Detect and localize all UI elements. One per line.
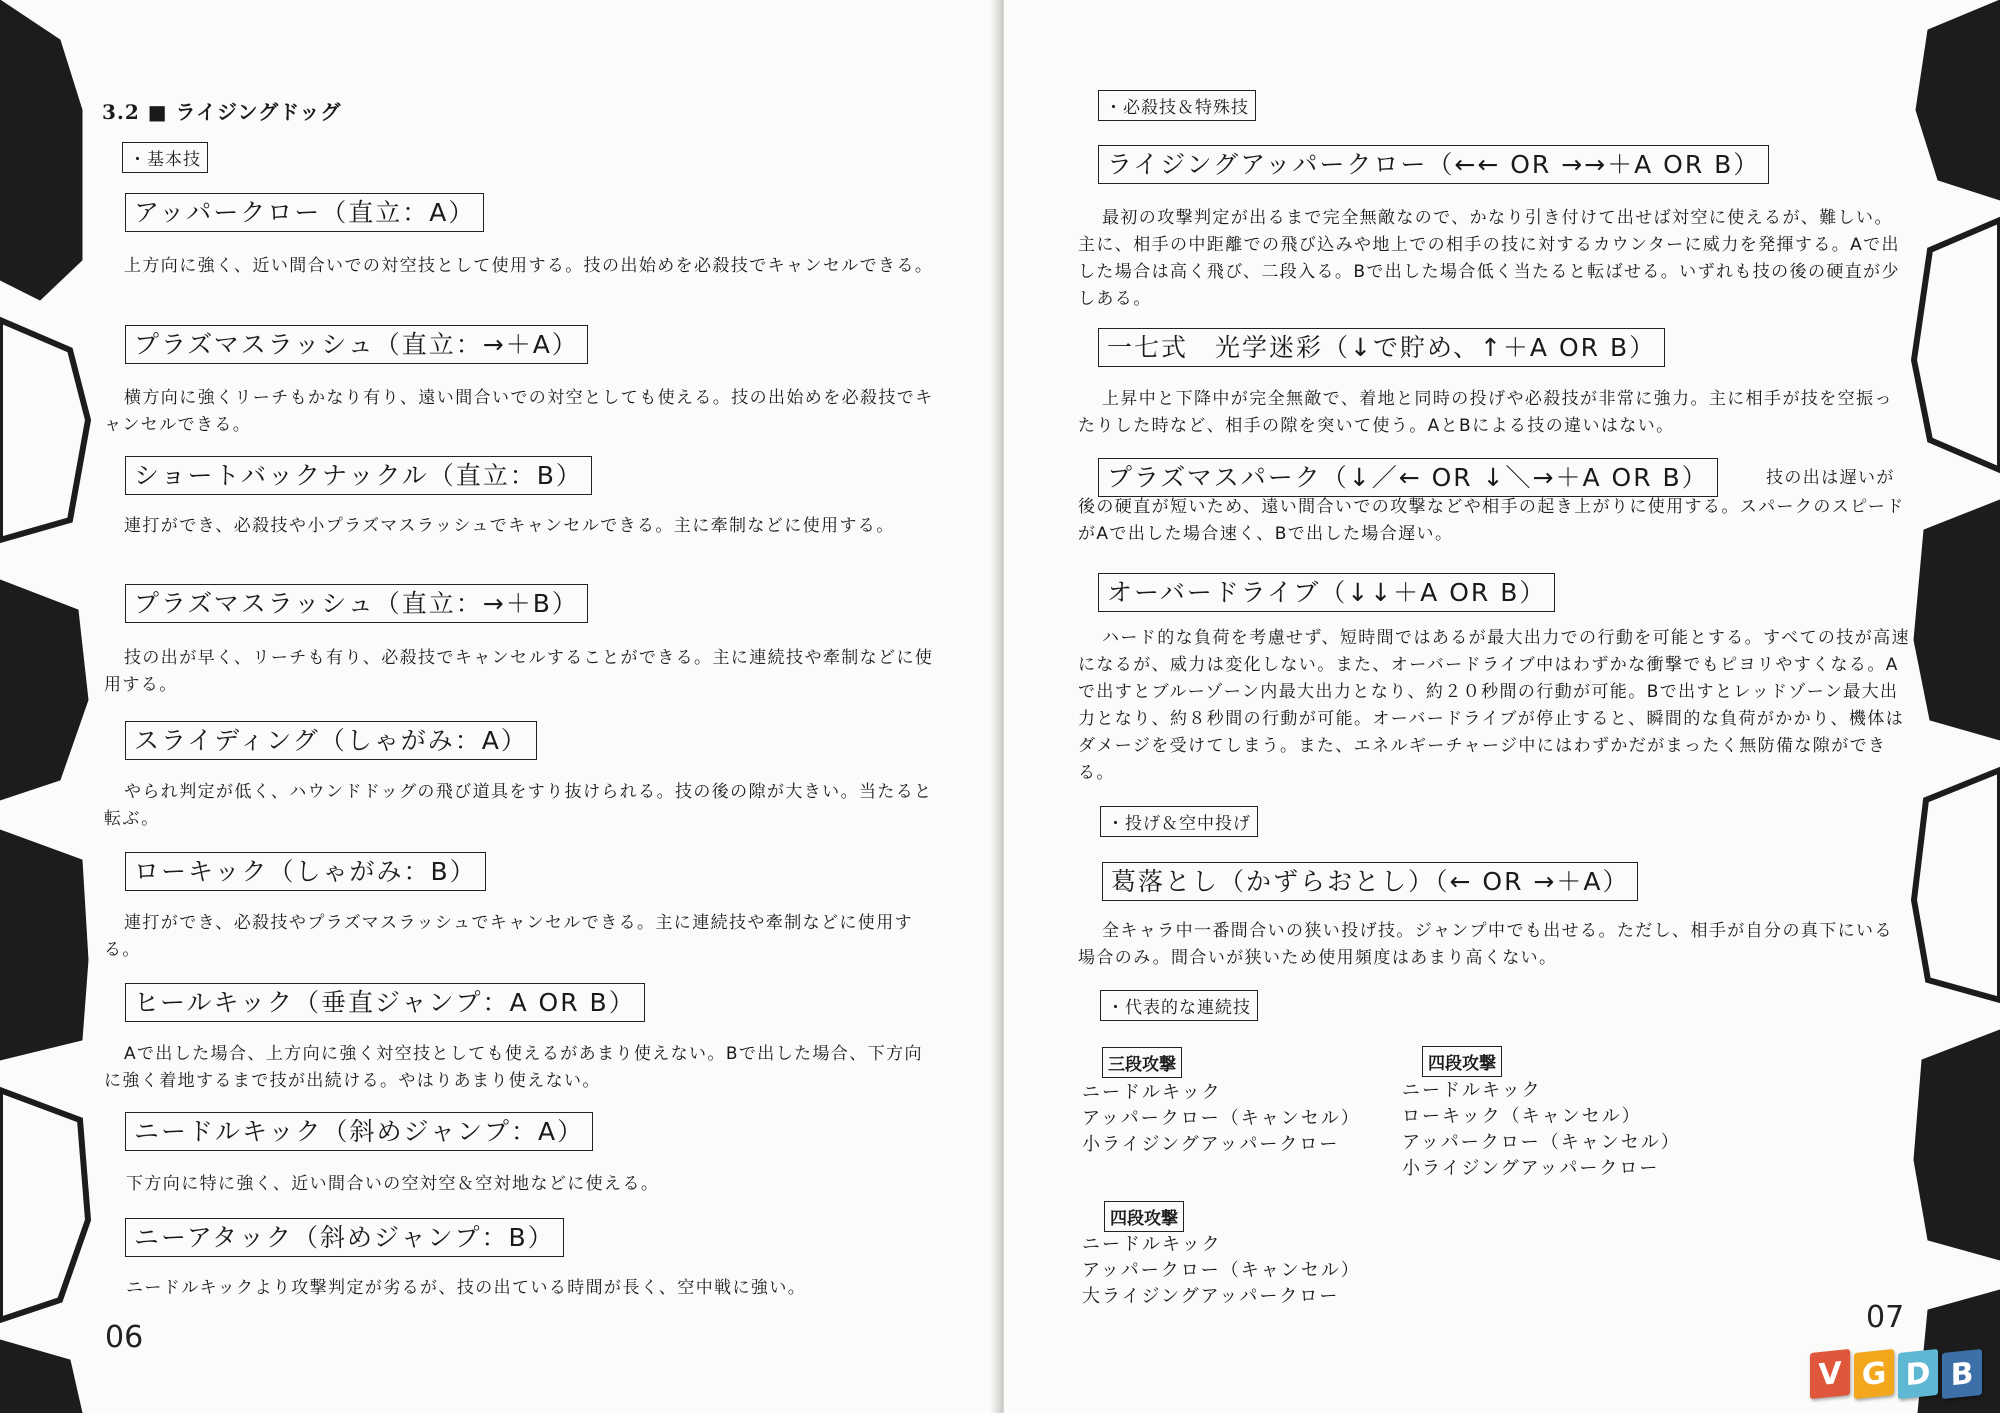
move-title-short-back-knuckle: ショートバックナックル（直立：B） <box>125 456 592 495</box>
special-desc-optical-camo: 上昇中と下降中が完全無敵で、着地と同時の投げや必殺技が非常に強力。主に相手が技を空振ったりした時など、相手の隙を突いて使う。AとBによる技の違いはない。 <box>1078 389 1893 436</box>
move-desc-needle-kick: 下方向に特に強く、近い間合いの空対空＆空対地などに使える。 <box>126 1174 660 1194</box>
move-title-low-kick: ローキック（しゃがみ：B） <box>125 852 486 891</box>
special-title-overdrive: オーバードライブ（↓↓＋A OR B） <box>1098 573 1555 612</box>
combo-step: ニードルキック <box>1082 1082 1222 1103</box>
move-title-heel-kick: ヒールキック（垂直ジャンプ：A OR B） <box>125 983 645 1022</box>
move-title-sliding: スライディング（しゃがみ：A） <box>125 721 537 760</box>
special-desc-overdrive: ハード的な負荷を考慮せず、短時間ではあるが最大出力での行動を可能とする。すべての技が高速になるが、威力は変化しない。また、オーバードライブ中はわずかな衝撃でもピヨリやすくなる。Aで出すとブルーゾーン内最大出力となり、約２０秒間の行動が可能。Bで出すとレッドゾーン最大出力となり、約８秒間の行動が可能。オーバードライブが停止すると、瞬間的な負荷がかかり、機体はダメージを受けてしまう。また、エネルギーチャージ中にはわずかだがまったく無防備な隙ができる。 <box>1078 628 1910 783</box>
page-number-right: 07 <box>1866 1300 1905 1335</box>
combo-title-three-hit: 三段攻撃 <box>1102 1047 1182 1078</box>
combo-step: 小ライジングアッパークロー <box>1082 1134 1340 1155</box>
special-inline-desc-plasma-spark: 技の出は遅いが <box>1766 468 1895 488</box>
left-title-decoration <box>0 0 92 1413</box>
throw-title-kazura-otoshi: 葛落とし（かずらおとし）（← OR →＋A） <box>1102 862 1638 901</box>
category-basic-moves: ・基本技 <box>122 142 208 173</box>
special-title-rising-upper-claw: ライジングアッパークロー（←← OR →→＋A OR B） <box>1098 145 1769 184</box>
right-page <box>1004 0 2000 1413</box>
throw-desc-kazura-otoshi: 全キャラ中一番間合いの狭い投げ技。ジャンプ中でも出せる。ただし、相手が自分の真下にいる場合のみ。間合いが狭いため使用頻度はあまり高くない。 <box>1078 921 1893 968</box>
combo-steps-four-hit-b <box>1082 1232 1361 1310</box>
move-desc-short-back-knuckle: 連打ができ、必殺技や小プラズマスラッシュでキャンセルできる。主に牽制などに使用する。 <box>124 516 895 536</box>
combo-step: アッパークロー（キャンセル） <box>1082 1108 1361 1129</box>
move-desc-upper-claw: 上方向に強く、近い間合いでの対空技として使用する。技の出始めを必殺技でキャンセルできる。 <box>124 256 934 276</box>
page-number-left: 06 <box>105 1320 144 1355</box>
watermark-letter: B <box>1942 1349 1982 1399</box>
combo-steps-three-hit <box>1082 1080 1361 1158</box>
move-desc-knee-attack: ニードルキックより攻撃判定が劣るが、技の出ている時間が長く、空中戦に強い。 <box>126 1278 807 1298</box>
special-title-optical-camo: 一七式 光学迷彩（↓で貯め、↑＋A OR B） <box>1098 328 1665 367</box>
combo-step: アッパークロー（キャンセル） <box>1402 1132 1681 1153</box>
move-title-needle-kick: ニードルキック（斜めジャンプ：A） <box>125 1112 593 1151</box>
vgdb-watermark <box>1810 1351 1982 1397</box>
special-desc-plasma-spark: 後の硬直が短いため、遠い間合いでの攻撃などや相手の起き上がりに使用する。スパークのスピードがAで出した場合速く、Bで出した場合遅い。 <box>1078 497 1905 544</box>
move-title-upper-claw: アッパークロー（直立：A） <box>125 193 484 232</box>
combo-step: 大ライジングアッパークロー <box>1082 1286 1340 1307</box>
special-desc-rising-upper-claw: 最初の攻撃判定が出るまで完全無敵なので、かなり引き付けて出せば対空に使えるが、難しい。主に、相手の中距離での飛び込みや地上での相手の技に対するカウンターに威力を発揮する。Aで出した場合は高く飛び、二段入る。Bで出した場合低く当たると転ばせる。いずれも技の後の硬直が少しある。 <box>1078 208 1900 309</box>
move-title-plasma-slash-a: プラズマスラッシュ（直立：→＋A） <box>125 325 588 364</box>
move-desc-plasma-slash-a: 横方向に強くリーチもかなり有り、遠い間合いでの対空としても使える。技の出始めを必殺技でキャンセルできる。 <box>104 388 934 435</box>
move-desc-sliding: やられ判定が低く、ハウンドドッグの飛び道具をすり抜けられる。技の後の隙が大きい。当たると転ぶ。 <box>104 782 933 829</box>
category-throws: ・投げ＆空中投げ <box>1100 806 1258 837</box>
special-title-plasma-spark: プラズマスパーク（↓／← OR ↓＼→＋A OR B） <box>1098 458 1718 497</box>
category-special-moves: ・必殺技＆特殊技 <box>1098 90 1256 121</box>
combo-title-four-hit-a: 四段攻撃 <box>1422 1046 1502 1077</box>
combo-step: ニードルキック <box>1402 1080 1542 1101</box>
move-title-plasma-slash-b: プラズマスラッシュ（直立：→＋B） <box>125 584 588 623</box>
combo-step: ローキック（キャンセル） <box>1402 1106 1642 1127</box>
category-combos: ・代表的な連続技 <box>1100 990 1258 1021</box>
combo-steps-four-hit-a <box>1402 1078 1681 1182</box>
combo-title-four-hit-b: 四段攻撃 <box>1104 1201 1184 1232</box>
watermark-letter: D <box>1898 1349 1938 1399</box>
combo-step: ニードルキック <box>1082 1234 1222 1255</box>
left-page <box>0 0 998 1413</box>
section-heading: 3.2 ■ ライジングドッグ <box>102 100 342 124</box>
combo-step: 小ライジングアッパークロー <box>1402 1158 1660 1179</box>
move-title-knee-attack: ニーアタック（斜めジャンプ：B） <box>125 1218 564 1257</box>
right-title-decoration <box>1908 0 2000 1413</box>
watermark-letter: G <box>1854 1349 1894 1399</box>
move-desc-plasma-slash-b: 技の出が早く、リーチも有り、必殺技でキャンセルすることができる。主に連続技や牽制などに使用する。 <box>104 648 934 695</box>
combo-step: アッパークロー（キャンセル） <box>1082 1260 1361 1281</box>
move-desc-heel-kick: Aで出した場合、上方向に強く対空技としても使えるがあまり使えない。Bで出した場合、下方向に強く着地するまで技が出続ける。やはりあまり使えない。 <box>104 1044 923 1091</box>
watermark-letter: V <box>1810 1349 1850 1399</box>
move-desc-low-kick: 連打ができ、必殺技やプラズマスラッシュでキャンセルできる。主に連続技や牽制などに使用する。 <box>104 913 913 960</box>
